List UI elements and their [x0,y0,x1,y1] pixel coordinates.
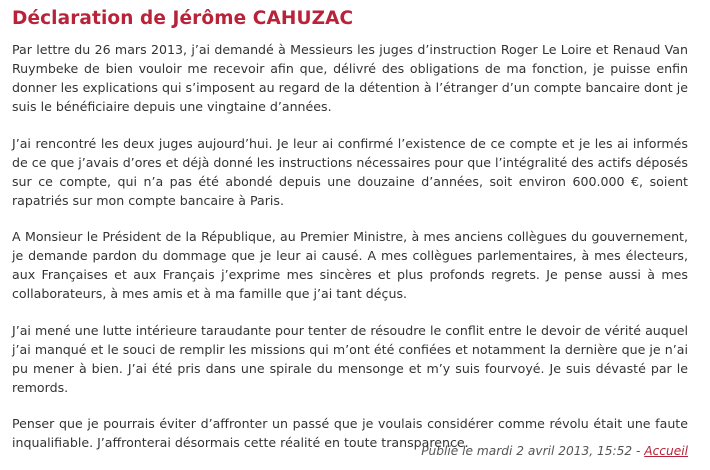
article-body [12,40,688,470]
home-link[interactable]: Accueil [644,444,688,458]
paragraph-2: J’ai rencontré les deux juges aujourd’hui. Je leur ai confirmé l’existence de ce compte et je les ai informés de ce que j’avais d’ores et déjà donné les instructions nécessaires pour que l’intégralité des actifs déposés sur ce compte, qui n’a pas été abondé depuis une douzaine d’années, soit environ 600.000 €, soient rapatriés sur mon compte bancaire à Paris. [12,135,688,208]
paragraph-1: Par lettre du 26 mars 2013, j’ai demandé à Messieurs les juges d’instruction Roger Le Loire et Renaud Van Ruymbeke de bien vouloir me recevoir afin que, délivré des obligations de ma fonction, je puisse enfin donner les explications qui s’imposent au regard de la détention à l’étranger d’un compte bancaire dont je suis le bénéficiaire depuis une vingtaine d’années. [12,42,688,114]
published-date-text: Publié le mardi 2 avril 2013, 15:52 - [421,444,645,458]
paragraph-3: A Monsieur le Président de la République, au Premier Ministre, à mes anciens collègues du gouvernement, je demande pardon du dommage que je leur ai causé. A mes collègues parlementaires, à mes électeurs, aux Françaises et aux Français j’exprime mes sincères et plus profonds regrets. Je pense aussi à mes collaborateurs, à mes amis et à ma famille que j’ai tant déçus. [12,229,688,301]
publication-footer [421,444,688,458]
paragraph-5: Penser que je pourrais éviter d’affronter un passé que je voulais considérer comme révolu était une faute inqualifiable. J’affronterai désormais cette réalité en toute transparence. [12,416,688,450]
article-title: Déclaration de Jérôme CAHUZAC [12,8,354,29]
paragraph-4: J’ai mené une lutte intérieure taraudante pour tenter de résoudre le conflit entre le devoir de vérité auquel j’ai manqué et le souci de remplir les missions qui m’ont été confiées et notamment la dernière que je n’ai pu mener à bien. J’ai été pris dans une spirale du mensonge et m’y suis fourvoyé. Je suis dévasté par le remords. [12,322,688,395]
